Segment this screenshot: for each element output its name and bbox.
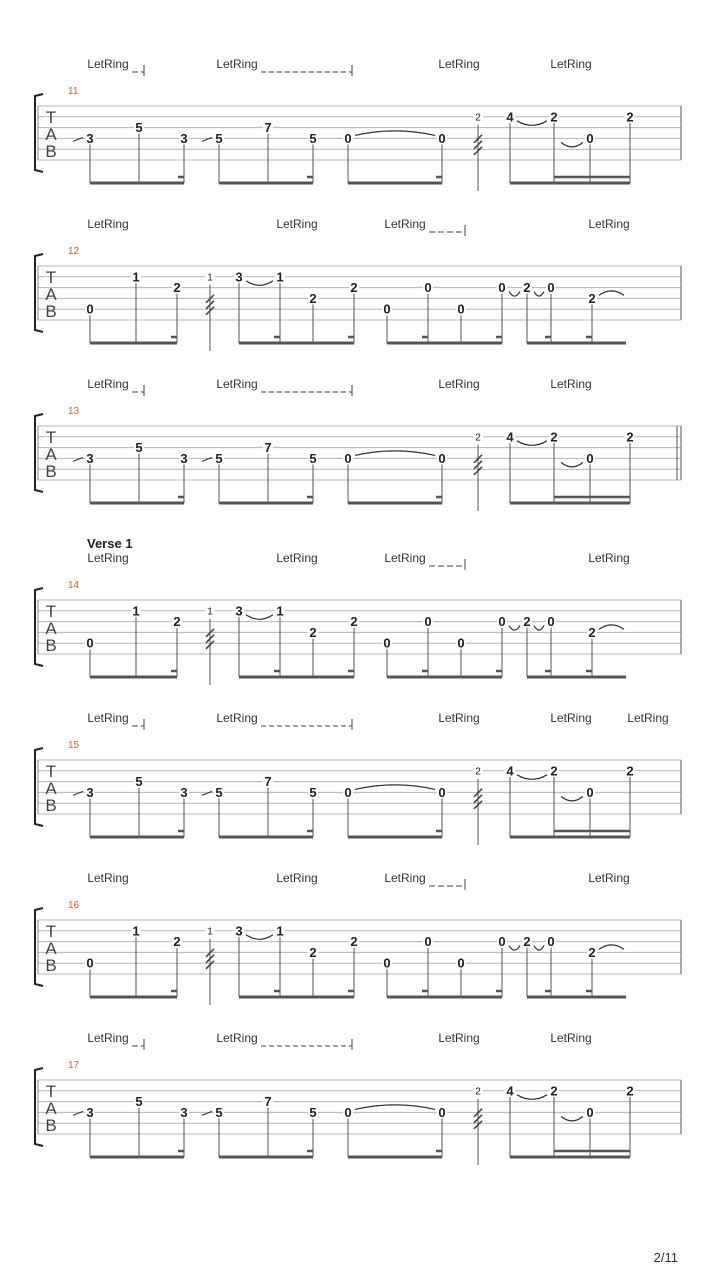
fret-number: 3 <box>235 923 243 939</box>
grace-note-fret: 1 <box>207 606 213 618</box>
letring-label: LetRing <box>216 711 258 725</box>
tie-arc <box>355 451 435 456</box>
tie-arc <box>246 281 273 286</box>
fret-number: 2 <box>309 944 317 960</box>
grace-note-fret: 2 <box>475 112 481 124</box>
grace-note-fret: 1 <box>207 272 213 284</box>
letring-label: LetRing <box>216 1031 258 1045</box>
fret-number: 2 <box>626 109 634 125</box>
letring-label: LetRing <box>384 217 426 231</box>
fret-number: 0 <box>438 130 446 146</box>
fret-number: 0 <box>438 784 446 800</box>
fret-number: 0 <box>344 1104 352 1120</box>
fret-number: 0 <box>457 301 465 317</box>
fret-number: 2 <box>550 429 558 445</box>
fret-number: 0 <box>344 450 352 466</box>
fret-number: 2 <box>309 290 317 306</box>
tab-clef-letter: A <box>45 445 57 464</box>
fret-number: 2 <box>523 934 531 950</box>
letring-label: LetRing <box>87 217 129 231</box>
letring-label: LetRing <box>87 57 129 71</box>
fret-number: 2 <box>173 614 181 630</box>
fret-number: 5 <box>215 1104 223 1120</box>
tab-clef-letter: B <box>45 636 57 655</box>
tie-arc <box>534 946 544 951</box>
letring-label: LetRing <box>276 551 318 565</box>
fret-number: 0 <box>586 450 594 466</box>
tie-arc <box>561 462 583 467</box>
letring-label: LetRing <box>438 377 480 391</box>
fret-number: 2 <box>523 280 531 296</box>
fret-number: 0 <box>383 955 391 971</box>
tab-clef-letter: A <box>45 779 57 798</box>
fret-number: 5 <box>309 1104 317 1120</box>
fret-number: 0 <box>457 635 465 651</box>
grace-note-fret: 2 <box>475 1086 481 1098</box>
tie-arc <box>509 946 520 951</box>
fret-number: 2 <box>523 614 531 630</box>
tie-arc <box>517 775 547 780</box>
fret-number: 0 <box>498 934 506 950</box>
fret-number: 0 <box>457 955 465 971</box>
tie-arc <box>517 121 547 126</box>
tie-arc <box>355 785 435 790</box>
tab-system-16 <box>35 871 681 1005</box>
fret-number: 3 <box>235 269 243 285</box>
tab-system-15 <box>35 711 681 845</box>
measure-number: 17 <box>68 1060 80 1071</box>
fret-number: 0 <box>586 784 594 800</box>
tie-arc <box>561 142 583 147</box>
tab-clef-letter: T <box>45 108 57 127</box>
tab-clef-letter: A <box>45 285 57 304</box>
fret-number: 0 <box>498 280 506 296</box>
fret-number: 0 <box>344 784 352 800</box>
measure-number: 14 <box>68 580 80 591</box>
fret-number: 1 <box>132 269 140 285</box>
tab-clef-letter: B <box>45 302 57 321</box>
tab-system-17 <box>35 1031 681 1165</box>
fret-number: 1 <box>132 923 140 939</box>
fret-number: 0 <box>586 130 594 146</box>
fret-number: 3 <box>86 784 94 800</box>
tab-clef-letter: B <box>45 796 57 815</box>
fret-number: 2 <box>173 934 181 950</box>
fret-number: 5 <box>135 120 143 136</box>
fret-number: 2 <box>588 290 596 306</box>
tie-arc <box>599 625 624 630</box>
letring-label: LetRing <box>438 711 480 725</box>
fret-number: 3 <box>235 603 243 619</box>
fret-number: 0 <box>547 934 555 950</box>
tab-clef-letter: B <box>45 462 57 481</box>
measure-number: 12 <box>68 246 80 257</box>
fret-number: 1 <box>276 603 284 619</box>
grace-note-fret: 2 <box>475 432 481 444</box>
tab-clef-letter: B <box>45 142 57 161</box>
letring-label: LetRing <box>216 57 258 71</box>
fret-number: 1 <box>276 923 284 939</box>
fret-number: 4 <box>506 1083 514 1099</box>
fret-number: 7 <box>264 440 272 456</box>
tab-system-13 <box>35 377 681 511</box>
fret-number: 2 <box>350 934 358 950</box>
tie-arc <box>355 1105 435 1110</box>
tie-arc <box>509 292 520 297</box>
tab-clef-letter: B <box>45 956 57 975</box>
letring-label: LetRing <box>87 871 129 885</box>
fret-number: 3 <box>180 130 188 146</box>
tie-arc <box>509 626 520 631</box>
tab-system-11 <box>35 57 681 191</box>
measure-number: 11 <box>68 86 79 97</box>
fret-number: 2 <box>550 763 558 779</box>
fret-number: 5 <box>135 440 143 456</box>
fret-number: 0 <box>424 934 432 950</box>
letring-label: LetRing <box>438 57 480 71</box>
fret-number: 5 <box>215 450 223 466</box>
fret-number: 3 <box>86 130 94 146</box>
measure-number: 13 <box>68 406 80 417</box>
fret-number: 2 <box>350 280 358 296</box>
fret-number: 2 <box>626 429 634 445</box>
fret-number: 0 <box>86 955 94 971</box>
fret-number: 1 <box>132 603 140 619</box>
fret-number: 2 <box>550 1083 558 1099</box>
fret-number: 0 <box>383 635 391 651</box>
letring-label: LetRing <box>627 711 669 725</box>
fret-number: 2 <box>173 280 181 296</box>
fret-number: 0 <box>383 301 391 317</box>
tie-arc <box>246 615 273 620</box>
tie-arc <box>355 131 435 136</box>
letring-label: LetRing <box>276 217 318 231</box>
grace-note-fret: 2 <box>475 766 481 778</box>
fret-number: 2 <box>309 624 317 640</box>
fret-number: 0 <box>424 614 432 630</box>
fret-number: 7 <box>264 774 272 790</box>
letring-label: LetRing <box>550 57 592 71</box>
letring-label: LetRing <box>87 551 129 565</box>
systems-layer <box>35 57 681 1165</box>
tie-arc <box>561 796 583 801</box>
letring-label: LetRing <box>87 711 129 725</box>
tie-arc <box>534 292 544 297</box>
tab-clef-letter: T <box>45 268 57 287</box>
fret-number: 3 <box>180 784 188 800</box>
fret-number: 5 <box>215 784 223 800</box>
letring-label: LetRing <box>87 377 129 391</box>
letring-label: LetRing <box>550 1031 592 1045</box>
tab-system-14 <box>35 536 681 685</box>
tie-arc <box>561 1116 583 1121</box>
fret-number: 1 <box>276 269 284 285</box>
fret-number: 4 <box>506 109 514 125</box>
fret-number: 0 <box>586 1104 594 1120</box>
fret-number: 5 <box>309 130 317 146</box>
fret-number: 5 <box>135 1094 143 1110</box>
measure-number: 15 <box>68 740 80 751</box>
tie-arc <box>517 441 547 446</box>
tab-system-12 <box>35 217 681 351</box>
tab-clef-letter: A <box>45 619 57 638</box>
fret-number: 5 <box>309 450 317 466</box>
letring-label: LetRing <box>588 217 630 231</box>
fret-number: 0 <box>344 130 352 146</box>
fret-number: 4 <box>506 429 514 445</box>
fret-number: 2 <box>550 109 558 125</box>
tab-clef-letter: T <box>45 1082 57 1101</box>
fret-number: 0 <box>86 635 94 651</box>
fret-number: 4 <box>506 763 514 779</box>
tab-clef-letter: T <box>45 602 57 621</box>
section-title: Verse 1 <box>87 536 133 551</box>
letring-label: LetRing <box>588 871 630 885</box>
fret-number: 2 <box>350 614 358 630</box>
fret-number: 0 <box>498 614 506 630</box>
letring-label: LetRing <box>276 871 318 885</box>
tie-arc <box>599 291 624 296</box>
fret-number: 5 <box>135 774 143 790</box>
letring-label: LetRing <box>384 871 426 885</box>
fret-number: 0 <box>547 280 555 296</box>
letring-label: LetRing <box>438 1031 480 1045</box>
fret-number: 0 <box>424 280 432 296</box>
measure-number: 16 <box>68 900 80 911</box>
fret-number: 0 <box>547 614 555 630</box>
fret-number: 0 <box>438 450 446 466</box>
tie-arc <box>246 935 273 940</box>
fret-number: 0 <box>438 1104 446 1120</box>
letring-label: LetRing <box>588 551 630 565</box>
letring-label: LetRing <box>216 377 258 391</box>
fret-number: 3 <box>180 450 188 466</box>
tab-clef-letter: T <box>45 922 57 941</box>
fret-number: 5 <box>215 130 223 146</box>
fret-number: 2 <box>626 763 634 779</box>
tie-arc <box>599 945 624 950</box>
page-number: 2/11 <box>653 1250 678 1265</box>
fret-number: 2 <box>626 1083 634 1099</box>
fret-number: 2 <box>588 944 596 960</box>
tab-clef-letter: A <box>45 125 57 144</box>
letring-label: LetRing <box>550 711 592 725</box>
fret-number: 3 <box>86 1104 94 1120</box>
tab-clef-letter: A <box>45 939 57 958</box>
letring-label: LetRing <box>384 551 426 565</box>
tab-clef-letter: T <box>45 762 57 781</box>
letring-label: LetRing <box>87 1031 129 1045</box>
fret-number: 3 <box>180 1104 188 1120</box>
tie-arc <box>517 1095 547 1100</box>
letring-label: LetRing <box>550 377 592 391</box>
tab-clef-letter: B <box>45 1116 57 1135</box>
fret-number: 7 <box>264 1094 272 1110</box>
grace-note-fret: 1 <box>207 926 213 938</box>
fret-number: 5 <box>309 784 317 800</box>
fret-number: 2 <box>588 624 596 640</box>
fret-number: 3 <box>86 450 94 466</box>
tab-clef-letter: A <box>45 1099 57 1118</box>
tie-arc <box>534 626 544 631</box>
fret-number: 7 <box>264 120 272 136</box>
fret-number: 0 <box>86 301 94 317</box>
tab-clef-letter: T <box>45 428 57 447</box>
